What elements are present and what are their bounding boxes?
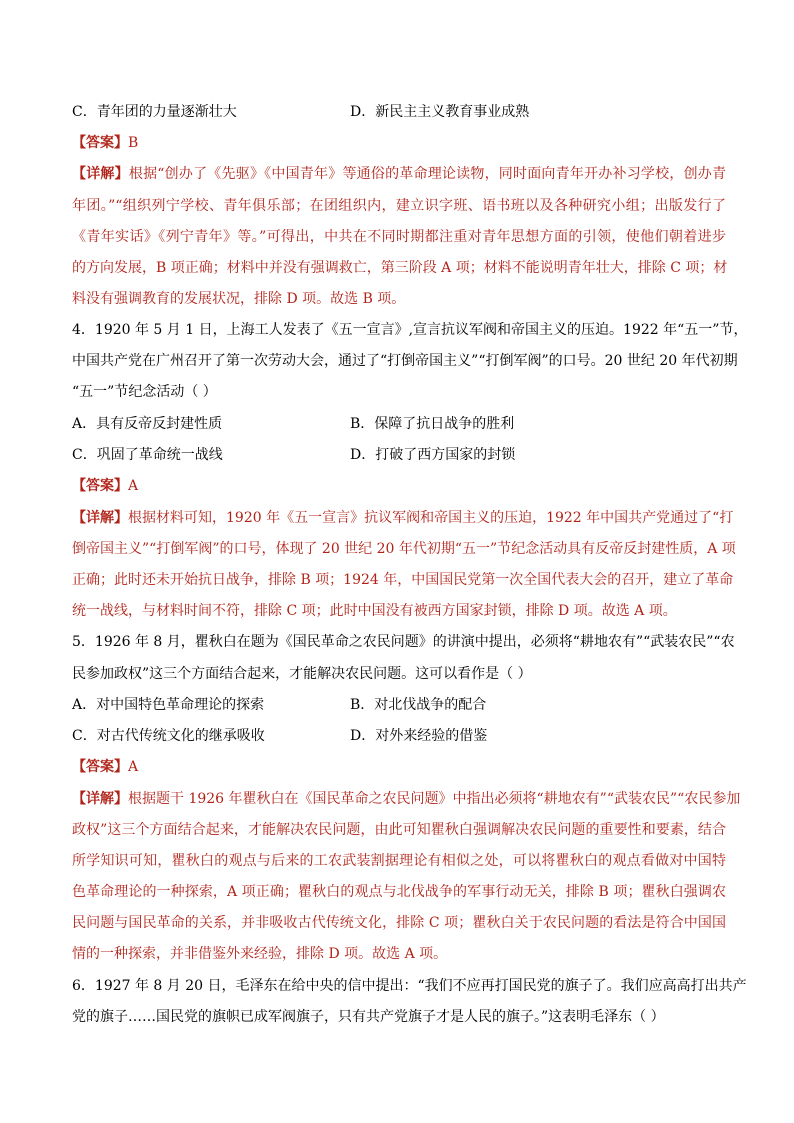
q3-option-c: C．青年团的力量逐渐壮大 bbox=[72, 104, 237, 120]
q5-detail-line: 政权”这三个方面结合起来，才能解决农民问题，由此可知瞿秋白强调解决农民问题的重要性和要素，结合 bbox=[72, 822, 726, 838]
q4-option-a: A．具有反帝反封建性质 bbox=[72, 416, 223, 432]
q5-detail-line: 色革命理论的一种探索，A 项正确；瞿秋白的观点与北伐战争的军事行动无关，排除 B 项；瞿秋白强调农 bbox=[72, 884, 726, 900]
q4-stem-line: 中国共产党在广州召开了第一次劳动大会，通过了“打倒帝国主义”“打倒军阀”的口号。20 世纪 20 年代初期 bbox=[72, 353, 738, 369]
q4-stem-line: 4．1920 年 5 月 1 日，上海工人发表了《五一宣言》,宣言抗议军阀和帝国主义的压迫。1922 年“五一”节， bbox=[72, 322, 748, 338]
q5-option-c: C．对古代传统文化的继承吸收 bbox=[72, 728, 265, 744]
answer-tag: 【答案】 bbox=[72, 759, 128, 775]
q6-stem-line: 党的旗子……国民党的旗帜已成军阀旗子，只有共产党旗子才是人民的旗子。”这表明毛泽东（ ） bbox=[72, 1009, 665, 1025]
q5-answer bbox=[72, 757, 726, 777]
detail-tag: 【详解】 bbox=[72, 510, 128, 526]
q4-detail-line: 倒帝国主义”“打倒军阀”的口号，体现了 20 世纪 20 年代初期“五一”节纪念活动具有反帝反封建性质，A 项 bbox=[72, 541, 736, 557]
q4-option-b: B．保障了抗日战争的胜利 bbox=[350, 416, 515, 432]
detail-tag: 【详解】 bbox=[72, 791, 128, 807]
answer-value: B bbox=[128, 135, 139, 151]
q5-option-b: B．对北伐战争的配合 bbox=[350, 697, 487, 713]
q4-detail-line: 统一战线，与材料时间不符，排除 C 项；此时中国没有被西方国家封锁，排除 D 项。故选 A 项。 bbox=[72, 603, 677, 619]
answer-value: A bbox=[128, 478, 139, 494]
q4-option-d: D．打破了西方国家的封锁 bbox=[350, 447, 516, 463]
q5-detail-line: 所学知识可知，瞿秋白的观点与后来的工农武装割据理论有相似之处，可以将瞿秋白的观点看做对中国特 bbox=[72, 853, 726, 869]
q5-detail-line: 情的一种探索，并非借鉴外来经验，排除 D 项。故选 A 项。 bbox=[72, 946, 448, 962]
q5-option-a: A．对中国特色革命理论的探索 bbox=[72, 697, 265, 713]
q3-detail-line: 料没有强调教育的发展状况，排除 D 项。故选 B 项。 bbox=[72, 291, 406, 307]
q4-detail-line: 【详解】根据材料可知，1920 年《五一宣言》抗议军阀和帝国主义的压迫，1922 年中国共产党通过了“打 bbox=[72, 510, 734, 526]
q5-detail-line: 民问题与国民革命的关系，并非吸收古代传统文化，排除 C 项；瞿秋白关于农民问题的看法是符合中国国 bbox=[72, 915, 726, 931]
q3-answer bbox=[72, 133, 726, 153]
answer-value: A bbox=[128, 759, 139, 775]
q4-option-c: C．巩固了革命统一战线 bbox=[72, 447, 223, 463]
detail-tag: 【详解】 bbox=[72, 166, 129, 182]
q3-detail-line: 年团。”“组织列宁学校、青年俱乐部；在团组织内，建立识字班、语书班以及各种研究小组；出版发行了 bbox=[72, 198, 726, 214]
q3-detail-line: 的方向发展，B 项正确；材料中并没有强调救亡，第三阶段 A 项；材料不能说明青年壮大，排除 C 项；材 bbox=[72, 260, 728, 276]
q4-answer bbox=[72, 476, 726, 496]
q5-stem-line: 民参加政权”这三个方面结合起来，才能解决农民问题。这可以看作是（ ） bbox=[72, 666, 532, 682]
answer-tag: 【答案】 bbox=[72, 135, 128, 151]
q4-stem-line: “五一”节纪念活动（ ） bbox=[72, 384, 217, 400]
q4-detail-line: 正确；此时还未开始抗日战争，排除 B 项；1924 年，中国国民党第一次全国代表大会的召开，建立了革命 bbox=[72, 572, 734, 588]
q5-option-d: D．对外来经验的借鉴 bbox=[350, 728, 488, 744]
q5-stem-line: 5．1926 年 8 月，瞿秋白在题为《国民革命之农民问题》的讲演中提出，必须将“耕地农有”“武装农民”“农 bbox=[72, 634, 735, 650]
q6-stem-line: 6．1927 年 8 月 20 日，毛泽东在给中央的信中提出：“我们不应再打国民党的旗子了。我们应高高打出共产 bbox=[72, 978, 747, 994]
q3-detail-line: 【详解】根据“创办了《先驱》《中国青年》等通俗的革命理论读物，同时面向青年开办补习学校，创办青 bbox=[72, 166, 727, 182]
answer-tag: 【答案】 bbox=[72, 478, 128, 494]
q5-detail-line: 【详解】根据题干 1926 年瞿秋白在《国民革命之农民问题》中指出必须将“耕地农有”“武装农民”“农民参加 bbox=[72, 791, 741, 807]
q3-option-d: D．新民主主义教育事业成熟 bbox=[350, 104, 530, 120]
q3-detail-line: 《青年实话》《列宁青年》等。”可得出，中共在不同时期都注重对青年思想方面的引领，使他们朝着进步 bbox=[72, 229, 726, 245]
